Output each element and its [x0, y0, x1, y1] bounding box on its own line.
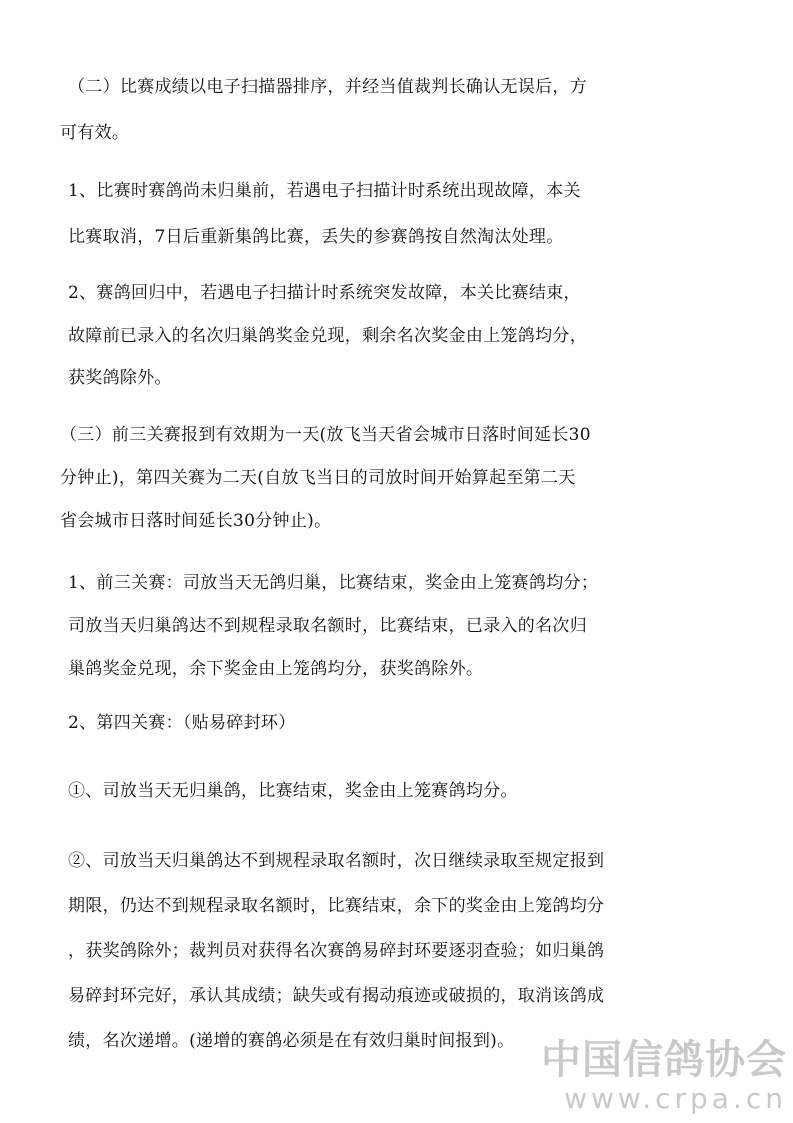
text-line: 2、赛鸽回归中，若遇电子扫描计时系统突发故障，本关比赛结束， [68, 283, 581, 303]
watermark-url: www.crpa.cn [564, 1082, 787, 1115]
text-line: ，获奖鸽除外；裁判员对获得名次赛鸽易碎封环要逐羽查验；如归巢鸽 [68, 941, 605, 961]
text-line: 司放当天归巢鸽达不到规程录取名额时，比赛结束，已录入的名次归 [68, 616, 587, 636]
text-line: 可有效。 [60, 123, 130, 143]
watermark-name: 中国信鸽协会 [541, 1037, 787, 1083]
text-line: 巢鸽奖金兑现，余下奖金由上笼鸽均分，获奖鸽除外。 [68, 659, 484, 679]
text-line: ①、司放当天无归巢鸽，比赛结束，奖金由上笼赛鸽均分。 [68, 781, 518, 801]
text-line: 2、第四关赛：（贴易碎封环） [68, 713, 296, 733]
text-line: 故障前已录入的名次归巢鸽奖金兑现，剩余名次奖金由上笼鸽均分， [68, 326, 587, 346]
text-line: （二）比赛成绩以电子扫描器排序，并经当值裁判长确认无误后，方 [68, 77, 587, 97]
watermark [541, 1037, 787, 1115]
text-line: 期限，仍达不到规程录取名额时，比赛结束，余下的奖金由上笼鸽均分 [68, 896, 605, 916]
text-line: ②、司放当天归巢鸽达不到规程录取名额时，次日继续录取至规定报到 [68, 851, 605, 871]
text-line: 省会城市日落时间延长30分钟止)。 [60, 511, 332, 531]
text-line: 1、比赛时赛鸽尚未归巢前，若遇电子扫描计时系统出现故障，本关 [68, 181, 581, 201]
text-line: 比赛取消，7日后重新集鸽比赛，丢失的参赛鸽按自然淘汰处理。 [68, 227, 564, 247]
text-line: 1、前三关赛：司放当天无鸽归巢，比赛结束，奖金由上笼赛鸽均分； [68, 573, 599, 593]
text-line: 易碎封环完好，承认其成绩；缺失或有揭动痕迹或破损的，取消该鸽成 [68, 986, 605, 1006]
text-line: （三）前三关赛报到有效期为一天(放飞当天省会城市日落时间延长30 [60, 425, 591, 445]
text-line: 获奖鸽除外。 [68, 368, 172, 388]
text-line: 绩，名次递增。(递增的赛鸽必须是在有效归巢时间报到)。 [68, 1031, 515, 1051]
text-line: 分钟止)，第四关赛为二天(自放飞当日的司放时间开始算起至第二天 [60, 468, 576, 488]
